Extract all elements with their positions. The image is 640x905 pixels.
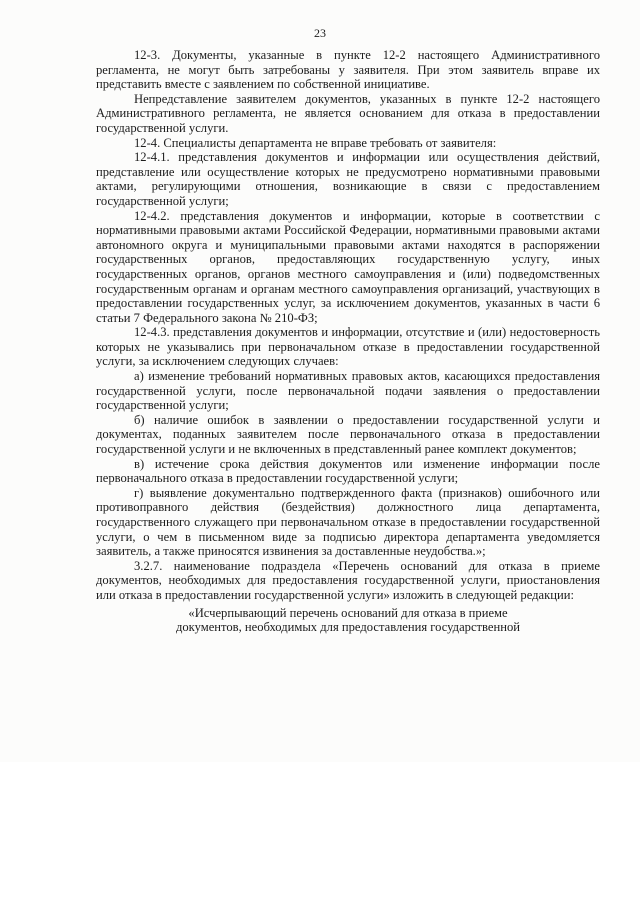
quoted-heading-line-2: документов, необходимых для предоставления государственной (175, 620, 521, 635)
paragraph-12-4: 12-4. Специалисты департамента не вправе требовать от заявителя: (134, 135, 497, 150)
page-number: 23 (314, 26, 326, 40)
paragraph-3-2-7: 3.2.7. наименование подраздела «Перечень оснований для отказа в приеме документов, необходимых для предоставления государственной услуги, приостановления или отказа в предоставлении государственной услуги» изложить в следующей редакции: (96, 558, 600, 602)
blank-margin (0, 762, 640, 905)
paragraph-item-g: г) выявление документально подтвержденного факта (признаков) ошибочного или противоправного действия (бездействия) должностного лица департамента, государственного служащего при первоначальном отказе в предоставлении государственной услуги, о чем в письменном виде за подписью директора департамента уведомляется заявитель, а также приносятся извинения за доставленные неудобства.»; (96, 485, 600, 559)
paragraph-12-4-1: 12-4.1. представления документов и информации или осуществления действий, представление или осуществление которых не предусмотрено нормативными правовыми актами, регулирующими отношения, возникающие в связи с предоставлением государственной услуги; (96, 150, 600, 208)
document-body (96, 48, 600, 635)
paragraph-non-submission: Непредставление заявителем документов, указанных в пункте 12-2 настоящего Административного регламента, не является основанием для отказа в предоставлении государственной услуги. (96, 91, 600, 135)
paragraph-12-4-2: 12-4.2. представления документов и информации, которые в соответствии с нормативными правовыми актами Российской Федерации, нормативными правовыми актами автономного округа и муниципальными правовыми актами находятся в распоряжении государственных органов, предоставляющих государственную услугу, иных государственных органов, органов местного самоуправления и (или) подведомственных государственным органам и органам местного самоуправления организаций, участвующих в предоставлении государственных услуг, за исключением документов, указанных в части 6 статьи 7 Федерального закона № 210-ФЗ; (96, 208, 600, 325)
paragraph-12-4-3: 12-4.3. представления документов и информации, отсутствие и (или) недостоверность которых не указывались при первоначальном отказе в предоставлении государственной услуги, за исключением следующих случаев: (96, 325, 600, 369)
quoted-heading (96, 606, 600, 635)
paragraph-12-3: 12-3. Документы, указанные в пункте 12-2 настоящего Административного регламента, не могут быть затребованы у заявителя. При этом заявитель вправе их представить вместе с заявлением по собственной инициативе. (96, 48, 600, 92)
paragraph-item-v: в) истечение срока действия документов или изменение информации после первоначального отказа в предоставлении государственной услуги; (96, 456, 600, 486)
paragraph-item-b: б) наличие ошибок в заявлении о предоставлении государственной услуги и документах, поданных заявителем после первоначального отказа в предоставлении государственной услуги и не включенных в представленный ранее комплект документов; (96, 412, 600, 457)
quoted-heading-line-1: «Исчерпывающий перечень оснований для отказа в приеме (188, 605, 508, 620)
paragraph-item-a: а) изменение требований нормативных правовых актов, касающихся предоставления государственной услуги, после первоначальной подачи заявления о предоставлении государственной услуги; (96, 369, 600, 413)
